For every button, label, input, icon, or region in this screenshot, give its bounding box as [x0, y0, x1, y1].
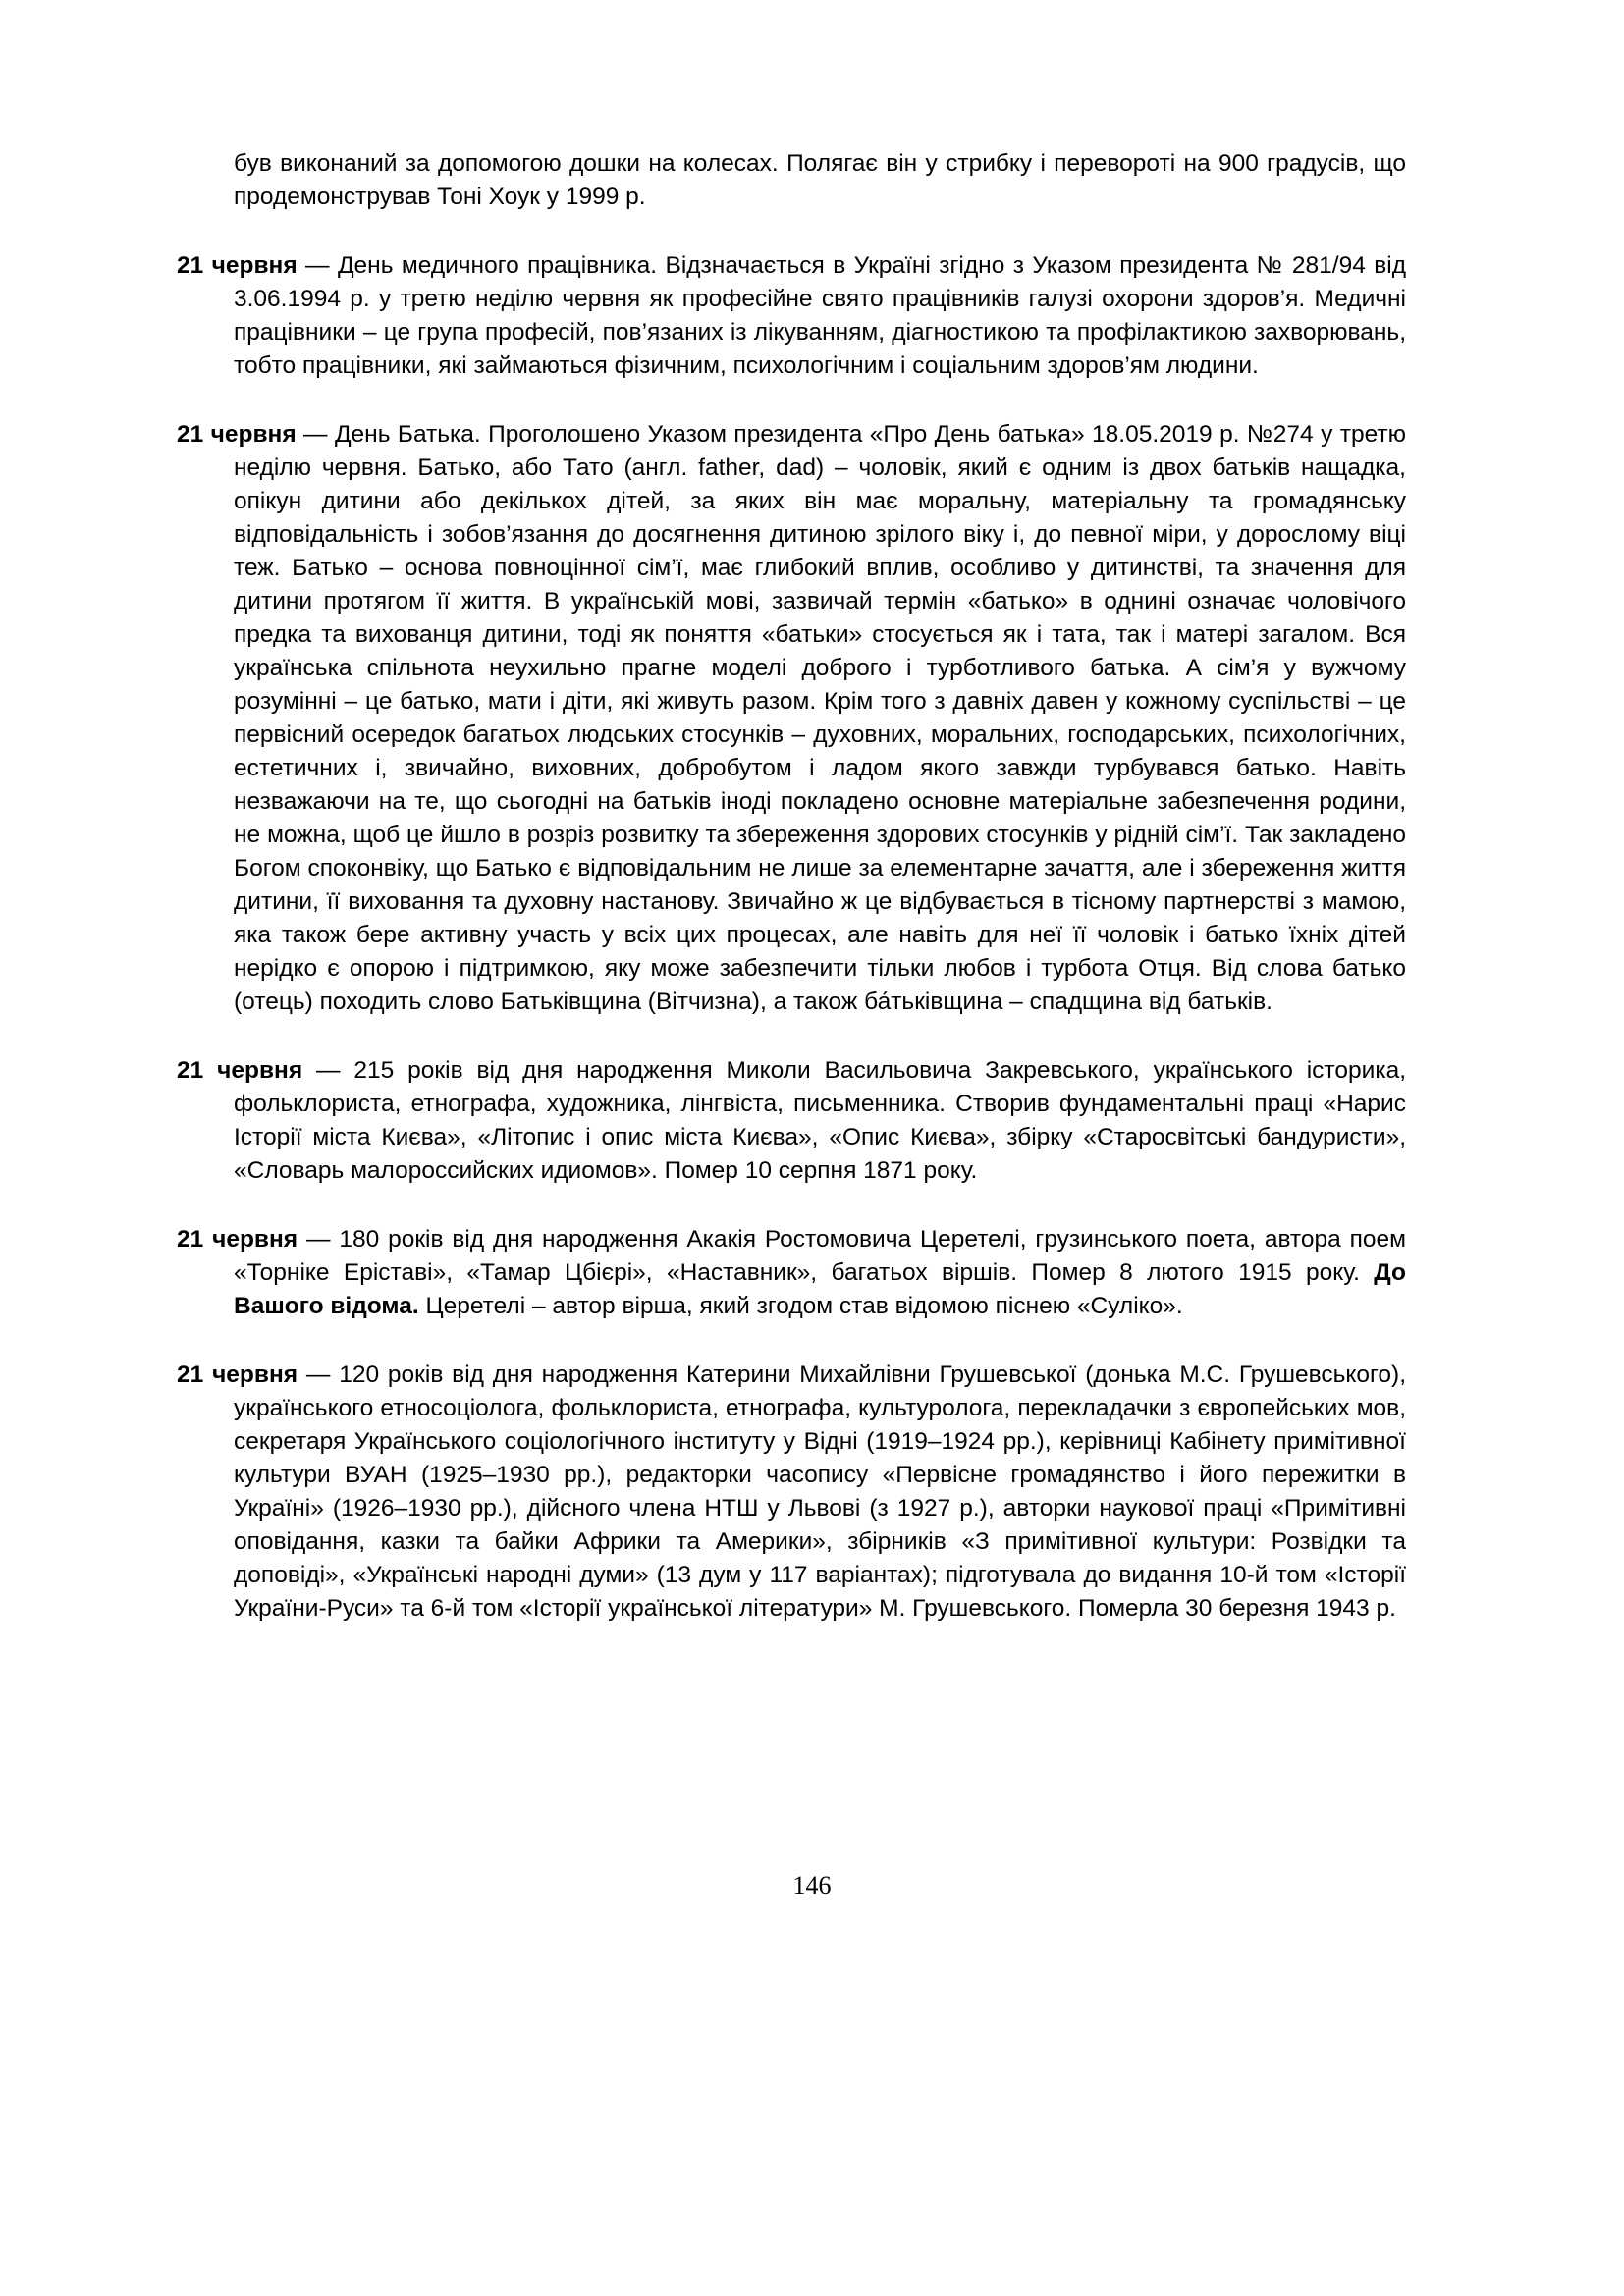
entry-text: — День медичного працівника. Відзначається в Україні згідно з Указом президента № 281/94 від 3.06.1994 р. у третю неділю червня як професійне свято працівників галузі охорони здоров’я. Медичні працівники – це група професій, пов’язаних із лікуванням, діагностикою та профілактикою захворювань, тобто працівники, які займаються фізичним, психологічним і соціальним здоров’ям людини.: [234, 252, 1407, 379]
entry-text: — 180 років від дня народження Акакія Ростомовича Церетелі, грузинського поета, автора поем «Торніке Еріставі», «Тамар Цбієрі», «Наставник», багатьох віршів. Помер 8 лютого 1915 року.: [234, 1226, 1406, 1286]
entry-text: — 215 років від дня народження Миколи Васильовича Закревського, українського історика, фольклориста, етнографа, художника, лінгвіста, письменника. Створив фундаментальні праці «Нарис Історії міста Києва», «Літопис і опис міста Києва», «Опис Києва», збірку «Старосвітські бандуристи», «Словарь малороссийских идиомов». Помер 10 серпня 1871 року.: [234, 1057, 1407, 1184]
page-number: 146: [792, 1871, 832, 1899]
entry-date: 21 червня: [177, 1057, 303, 1084]
entry-text: — День Батька. Проголошено Указом президента «Про День батька» 18.05.2019 р. №274 у третю неділю червня. Батько, або Тато (англ. father, dad) – чоловік, який є одним із двох батьків нащадка, опікун дитини або декількох дітей, за яких він має моральну, матеріальну та громадянську відповідальність і зобов’язання до досягнення дитиною зрілого віку і, до певної міри, у дорослому віці теж. Батько – основа повноцінної сім’ї, має глибокий вплив, особливо у дитинстві, та значення для дитини протягом її життя. В українській мові, зазвичай термін «батько» в однині означає чоловічого предка та вихованця дитини, тоді як поняття «батьки» стосується як і тата, так і матері загалом. Вся українська спільнота неухильно прагне моделі доброго і турботливого батька. А сім’я у вужчому розумінні – це батько, мати і діти, які живуть разом. Крім того з давніх давен у кожному суспільстві – це первісний осередок багатьох людських стосунків – духовних, моральних, господарських, психологічних, естетичних і, звичайно, виховних, добробутом і ладом якого завжди турбувався батько. Навіть незважаючи на те, що сьогодні на батьків іноді покладено основне матеріальне забезпечення родини, не можна, щоб це йшло в розріз розвитку та збереження здорових стосунків у рідній сім’ї. Так закладено Богом споконвіку, що Батько є відповідальним не лише за елементарне зачаття, але і збереження життя дитини, її виховання та духовну настанову. Звичайно ж це відбувається в тісному партнерстві з мамою, яка також бере активну участь у всіх цих процесах, але навіть для неї її чоловік і батько їхніх дітей нерідко є опорою і підтримкою, яку може забезпечити тільки любов і турбота Отця. Від слова батько (отець) походить слово Батьківщина (Вітчизна), а також ба́тьківщина – спадщина від батьків.: [234, 421, 1406, 1015]
document-page: [177, 147, 1406, 1661]
entry-date: 21 червня: [177, 1362, 298, 1388]
entry-text: — 120 років від дня народження Катерини Михайлівни Грушевської (донька М.С. Грушевського), українського етносоціолога, фольклориста, етнографа, культуролога, перекладачки з європейських мов, секретаря Українського соціологічного інституту у Відні (1919–1924 рр.), керівниці Кабінету примітивної культури ВУАН (1925–1930 рр.), редакторки часопису «Первісне громадянство і його пережитки в Україні» (1926–1930 рр.), дійсного члена НТШ у Львові (з 1927 р.), авторки наукової праці «Примітивні оповідання, казки та байки Африки та Америки», збірників «З примітивної культури: Розвідки та доповіді», «Українські народні думи» (13 дум у 117 варіантах); підготувала до видання 10-й том «Історії України-Руси» та 6-й том «Історії української літератури» М. Грушевського. Померла 30 березня 1943 р.: [234, 1362, 1407, 1622]
entry-emphasis: До Вашого відома.: [234, 1259, 1406, 1319]
entry-zakrevsky: [177, 1054, 1406, 1188]
entry-hrushevska: [177, 1359, 1406, 1626]
entry-fathers-day: [177, 418, 1406, 1019]
continuation-text: був виконаний за допомогою дошки на колесах. Полягає він у стрибку і перевороті на 900 градусів, що продемонстрував Тоні Хоук у 1999 р.: [234, 150, 1406, 210]
entry-tsereteli: [177, 1223, 1406, 1323]
entry-date: 21 червня: [177, 1226, 298, 1253]
entry-date: 21 червня: [177, 252, 298, 279]
continuation-paragraph: [177, 147, 1406, 214]
entry-medical-workers-day: [177, 249, 1406, 383]
entry-text-after: Церетелі – автор вірша, який згодом став відомою піснею «Суліко».: [418, 1293, 1183, 1319]
entry-date: 21 червня: [177, 421, 297, 448]
